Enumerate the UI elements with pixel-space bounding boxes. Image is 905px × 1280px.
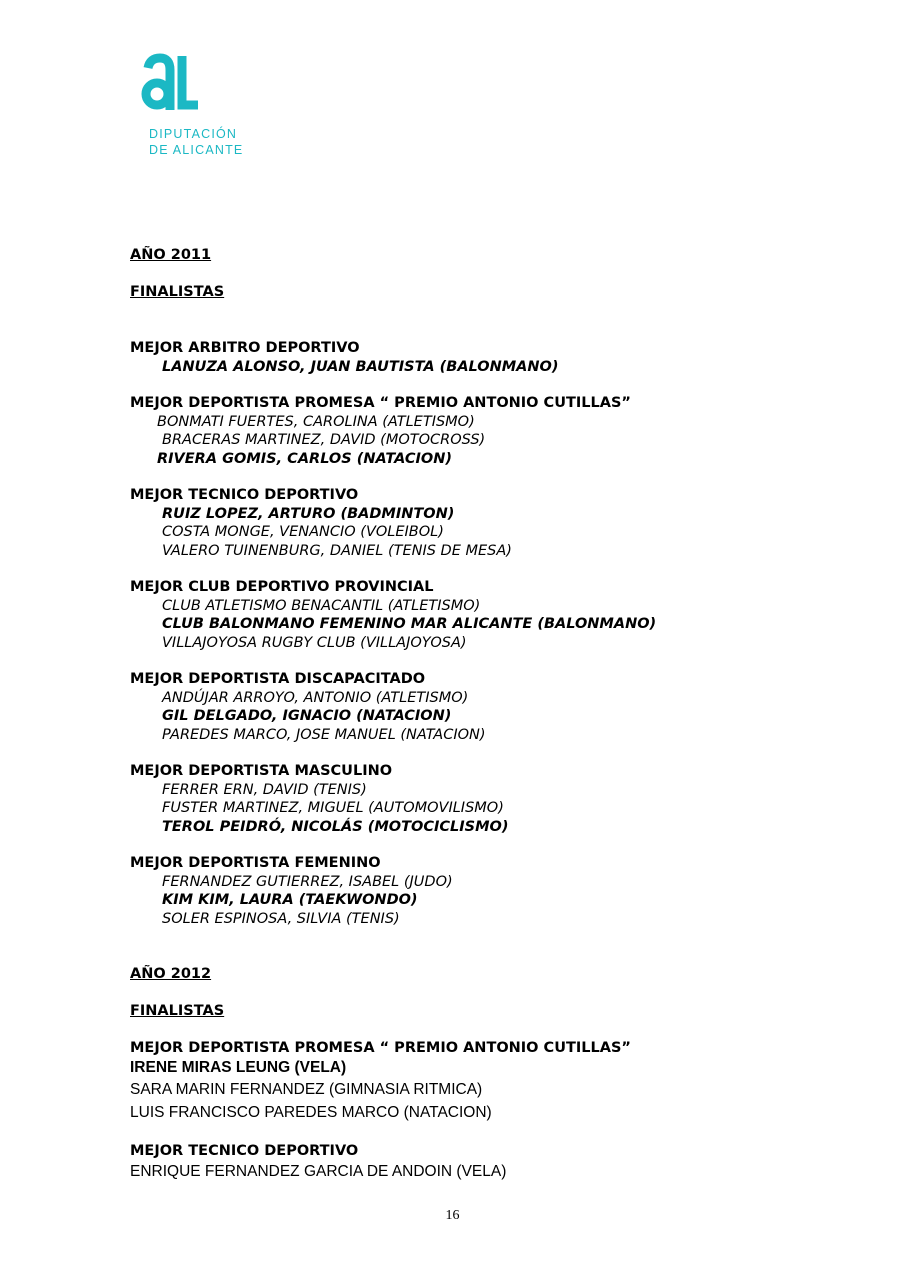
finalist-entry: LUIS FRANCISCO PAREDES MARCO (NATACION) (130, 1103, 492, 1121)
category-title: MEJOR CLUB DEPORTIVO PROVINCIAL (130, 579, 434, 595)
finalist-entry-winner: IRENE MIRAS LEUNG (VELA) (130, 1058, 347, 1076)
document-body (130, 245, 850, 1183)
category-masculino (130, 762, 850, 836)
finalist-entry: VALERO TUINENBURG, DANIEL (TENIS DE MESA) (162, 542, 512, 559)
category-title: MEJOR TECNICO DEPORTIVO (130, 1142, 359, 1159)
category-title: MEJOR DEPORTISTA DISCAPACITADO (130, 671, 426, 687)
year-2012-heading: AÑO 2012 (130, 966, 212, 982)
finalist-entry: COSTA MONGE, VENANCIO (VOLEIBOL) (162, 524, 444, 540)
diputacion-alicante-logo-icon (140, 52, 200, 114)
finalists-2011-heading: FINALISTAS (130, 284, 225, 300)
finalist-entry: FUSTER MARTINEZ, MIGUEL (AUTOMOVILISMO) (162, 800, 504, 816)
finalist-entry-winner: RUIZ LOPEZ, ARTURO (BADMINTON) (162, 505, 455, 522)
finalist-entry: CLUB ATLETISMO BENACANTIL (ATLETISMO) (162, 597, 481, 614)
category-title: MEJOR DEPORTISTA PROMESA “ PREMIO ANTONIO CUTILLAS” (130, 1040, 631, 1056)
category-club (130, 578, 850, 652)
finalist-entry: ENRIQUE FERNANDEZ GARCIA DE ANDOIN (VELA) (130, 1163, 507, 1180)
finalist-entry: ANDÚJAR ARROYO, ANTONIO (ATLETISMO) (162, 689, 469, 706)
finalist-entry-winner: RIVERA GOMIS, CARLOS (NATACION) (157, 450, 453, 467)
finalist-entry: FERRER ERN, DAVID (TENIS) (162, 781, 367, 798)
finalist-entry: PAREDES MARCO, JOSE MANUEL (NATACION) (162, 726, 486, 743)
category-promesa-2012 (130, 1039, 850, 1124)
finalist-entry-winner: LANUZA ALONSO, JUAN BAUTISTA (BALONMANO) (162, 358, 559, 375)
logo-line-1: DIPUTACIÓN (149, 127, 238, 141)
category-title: MEJOR DEPORTISTA FEMENINO (130, 855, 381, 871)
category-title: MEJOR DEPORTISTA PROMESA “ PREMIO ANTONIO CUTILLAS” (130, 395, 631, 411)
logo-line-2: DE ALICANTE (149, 143, 244, 157)
header-logo (140, 52, 260, 158)
category-tecnico-2011 (130, 486, 850, 560)
logo-text (149, 126, 260, 158)
finalist-entry-winner: CLUB BALONMANO FEMENINO MAR ALICANTE (BALONMANO) (162, 616, 657, 632)
finalists-2012-heading: FINALISTAS (130, 1003, 225, 1019)
finalist-entry: BONMATI FUERTES, CAROLINA (ATLETISMO) (157, 413, 475, 430)
category-tecnico-2012 (130, 1142, 850, 1184)
finalist-entry-winner: TEROL PEIDRÓ, NICOLÁS (MOTOCICLISMO) (162, 818, 509, 835)
finalist-entry: FERNANDEZ GUTIERREZ, ISABEL (JUDO) (162, 873, 453, 890)
category-title: MEJOR TECNICO DEPORTIVO (130, 487, 359, 503)
category-discapacitado (130, 670, 850, 744)
finalist-entry-winner: GIL DELGADO, IGNACIO (NATACION) (162, 708, 452, 724)
finalist-entry: SARA MARIN FERNANDEZ (GIMNASIA RITMICA) (130, 1080, 483, 1098)
category-promesa-2011 (130, 394, 850, 468)
category-femenino (130, 854, 850, 928)
finalist-entry: VILLAJOYOSA RUGBY CLUB (VILLAJOYOSA) (162, 634, 467, 651)
page-number: 16 (445, 1208, 460, 1223)
finalist-entry: BRACERAS MARTINEZ, DAVID (MOTOCROSS) (162, 432, 486, 448)
category-title: MEJOR DEPORTISTA MASCULINO (130, 763, 393, 779)
category-title: MEJOR ARBITRO DEPORTIVO (130, 340, 360, 356)
finalist-entry: SOLER ESPINOSA, SILVIA (TENIS) (162, 910, 400, 927)
year-2011-heading: AÑO 2011 (130, 247, 212, 263)
finalist-entry-winner: KIM KIM, LAURA (TAEKWONDO) (162, 892, 418, 908)
category-arbitro (130, 339, 850, 376)
